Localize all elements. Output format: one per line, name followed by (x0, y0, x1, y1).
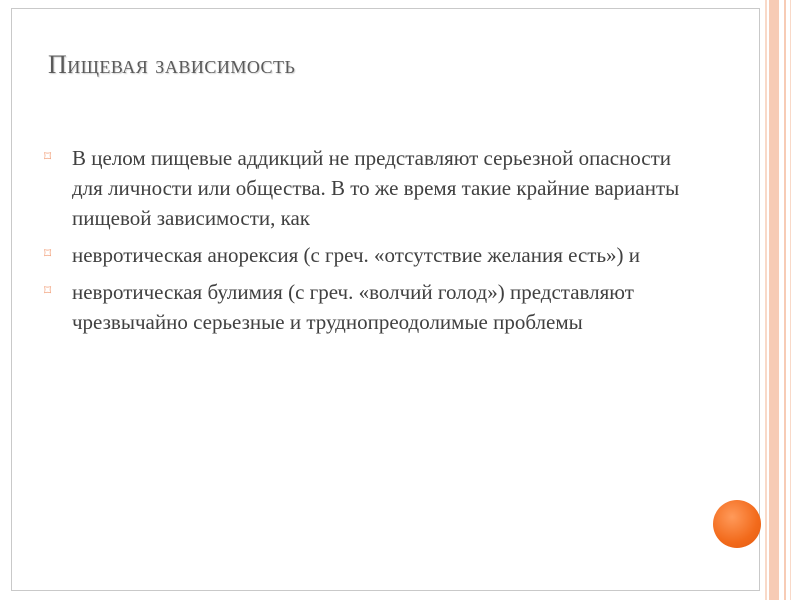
bullet-text: невротическая булимия (с греч. «волчий голод») представляют чрезвычайно серьезные и труднопреодолимые проблемы (72, 280, 634, 334)
bullet-item (44, 277, 684, 337)
bullet-list (44, 143, 684, 344)
bullet-text: невротическая анорексия (с греч. «отсутствие желания есть») и (72, 243, 641, 267)
bullet-item (44, 240, 684, 270)
bullet-text: В целом пищевые аддикций не представляют серьезной опасности для личности или общества. В то же время такие крайние варианты пищевой зависимости, как (72, 146, 680, 230)
bullet-icon: ⌑ (44, 247, 52, 262)
bullet-icon: ⌑ (44, 284, 52, 299)
decorative-stripe (784, 0, 786, 600)
decorative-stripe (769, 0, 779, 600)
bullet-icon: ⌑ (44, 150, 52, 165)
decorative-stripe (765, 0, 767, 600)
bullet-item (44, 143, 684, 233)
orange-circle-decoration (713, 500, 761, 548)
decorative-stripe (790, 0, 791, 600)
slide-title: Пищевая зависимость (48, 50, 296, 79)
